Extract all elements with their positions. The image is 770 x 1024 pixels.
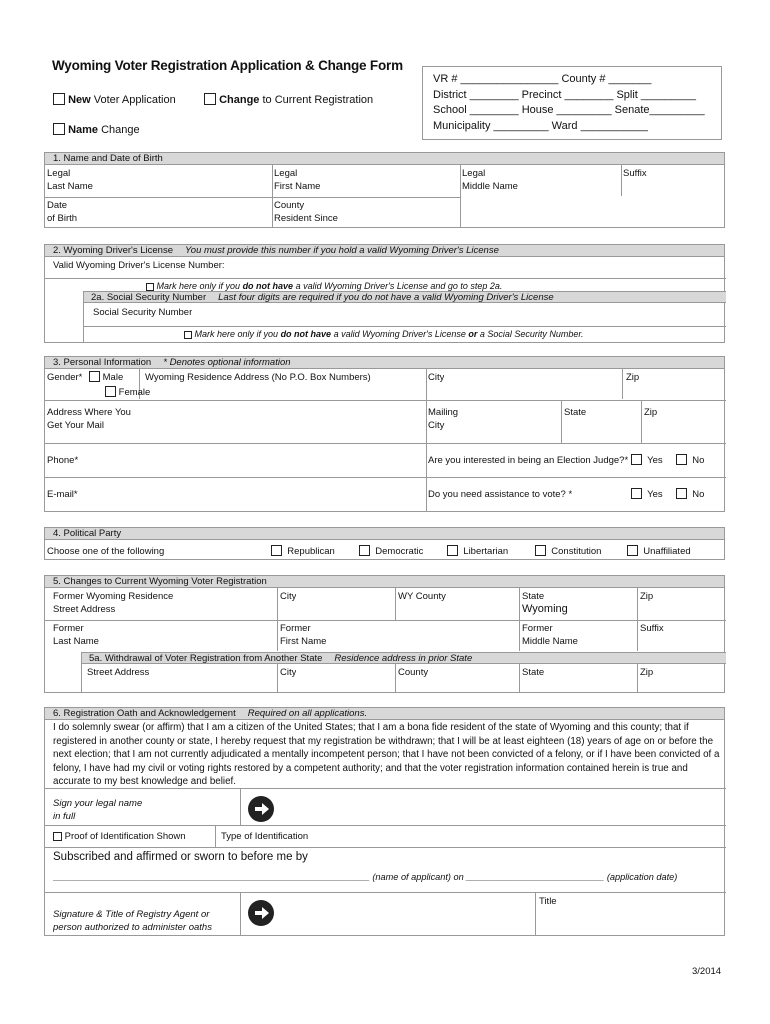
section-5a-header (81, 652, 726, 664)
democratic-label: Democratic (375, 546, 424, 557)
section-3-header (45, 357, 724, 369)
legal-first-name-label-1: Legal (274, 168, 298, 179)
party-unaffiliated[interactable] (627, 545, 691, 558)
legal-first-name-label-2: First Name (274, 181, 321, 192)
no-dl-text-bold: do not have (242, 281, 294, 291)
assist-yes-option[interactable] (631, 488, 663, 501)
judge-yes-checkbox[interactable] (631, 454, 642, 465)
gender-female-option[interactable] (105, 386, 150, 399)
assist-no-label: No (692, 489, 705, 500)
section-2-title: 2. Wyoming Driver's License (53, 245, 173, 256)
dob-label-1: Date (47, 200, 68, 211)
date-of-birth-field[interactable] (47, 199, 77, 225)
constitution-checkbox[interactable] (535, 545, 546, 556)
no-dl-checkbox[interactable] (146, 283, 154, 291)
no-ssn-text-or: or (468, 329, 478, 339)
mailing-city-label-1: Mailing (428, 407, 459, 418)
new-voter-option[interactable] (53, 93, 176, 106)
email-field[interactable]: E-mail* (47, 489, 78, 500)
section-1-header: 1. Name and Date of Birth (45, 153, 724, 165)
change-registration-option[interactable] (204, 93, 373, 106)
agent-label-1: Signature & Title of Registry Agent or (53, 909, 210, 920)
phone-field[interactable]: Phone* (47, 455, 79, 466)
no-ssn-text-post: a Social Security Number. (477, 329, 584, 339)
proof-of-id-checkbox[interactable] (53, 832, 62, 841)
withdrawal-street-field[interactable]: Street Address (87, 667, 150, 678)
libertarian-label: Libertarian (463, 546, 509, 557)
judge-yes-option[interactable] (631, 454, 663, 467)
section-2a-title: 2a. Social Security Number (91, 292, 207, 303)
section-3-title: 3. Personal Information (53, 357, 152, 368)
section-political-party (44, 527, 725, 560)
former-state-label: State (522, 591, 545, 602)
sign-legal-name-label (53, 797, 142, 823)
section-2-header (45, 245, 724, 257)
judge-yes-label: Yes (647, 455, 663, 466)
no-dl-text-post: a valid Wyoming Driver's License and go to step 2a. (293, 281, 503, 291)
former-first-label-1: Former (280, 623, 311, 634)
section-6-title: 6. Registration Oath and Acknowledgement (53, 708, 236, 719)
sign-label-1: Sign your legal name (53, 798, 143, 809)
former-middle-label-1: Former (522, 623, 553, 634)
office-use-box (422, 66, 722, 140)
office-line-vr: VR # ________________ County # _______ (433, 73, 652, 85)
dl-number-field[interactable]: Valid Wyoming Driver's License Number: (53, 260, 225, 271)
judge-no-label: No (692, 455, 705, 466)
id-type-field[interactable]: Type of Identification (221, 831, 309, 842)
residence-address-field[interactable]: Wyoming Residence Address (No P.O. Box Numbers) (145, 372, 371, 383)
name-change-checkbox[interactable] (53, 123, 65, 135)
new-voter-checkbox[interactable] (53, 93, 65, 105)
female-checkbox[interactable] (105, 386, 116, 397)
title-field[interactable]: Title (539, 896, 557, 907)
assist-yes-label: Yes (647, 489, 663, 500)
section-drivers-license (44, 244, 725, 343)
office-line-district: District ________ Precinct ________ Split _________ (433, 88, 696, 101)
gender-male-option[interactable] (89, 371, 123, 384)
former-middle-label-2: Middle Name (522, 636, 578, 647)
no-dl-text-pre: Mark here only if you (156, 281, 243, 291)
mailing-address-label-1: Address Where You (47, 407, 131, 418)
legal-middle-name-label-1: Legal (462, 168, 486, 179)
office-line-school: School ________ House _________ Senate_________ (433, 104, 705, 116)
party-republican[interactable] (271, 545, 335, 558)
election-judge-question: Are you interested in being an Election Judge?* (428, 455, 629, 466)
suffix-field[interactable]: Suffix (623, 168, 647, 179)
former-residence-field[interactable] (53, 590, 173, 616)
legal-middle-name-field[interactable] (462, 167, 518, 193)
form-title: Wyoming Voter Registration Application & Change Form (52, 58, 403, 73)
section-3-note: * Denotes optional information (163, 357, 291, 368)
former-suffix-field[interactable]: Suffix (640, 623, 664, 634)
county-resident-since-field[interactable] (274, 199, 338, 225)
agent-label-2: person authorized to administer oaths (53, 922, 212, 933)
former-middle-name-field[interactable] (522, 622, 578, 648)
mailing-address-field[interactable] (47, 406, 131, 432)
withdrawal-state-field[interactable]: State (522, 667, 545, 678)
former-residence-label-1: Former Wyoming Residence (53, 591, 174, 602)
former-last-label-1: Former (53, 623, 84, 634)
mailing-zip-field[interactable]: Zip (644, 407, 658, 418)
former-last-name-field[interactable] (53, 622, 99, 648)
assistance-question: Do you need assistance to vote? * (428, 489, 573, 500)
section-name-dob (44, 152, 725, 228)
name-change-bold: Name (68, 124, 99, 136)
agent-sign-arrow-icon (248, 900, 274, 926)
judge-no-option[interactable] (676, 454, 704, 467)
residence-zip-field[interactable]: Zip (626, 372, 640, 383)
former-residence-label-2: Street Address (53, 604, 116, 615)
former-last-label-2: Last Name (53, 636, 99, 647)
county-label-1: County (274, 200, 305, 211)
new-voter-bold: New (68, 94, 91, 106)
change-registration-checkbox[interactable] (204, 93, 216, 105)
former-zip-field[interactable]: Zip (640, 591, 654, 602)
section-oath (44, 707, 725, 936)
change-bold: Change (219, 94, 260, 106)
party-democratic[interactable] (359, 545, 423, 558)
county-label-2: Resident Since (274, 213, 338, 224)
ssn-field[interactable]: Social Security Number (93, 307, 193, 318)
sign-here-arrow-icon (248, 796, 274, 822)
constitution-label: Constitution (551, 546, 602, 557)
section-5-header: 5. Changes to Current Wyoming Voter Registration (45, 576, 724, 588)
section-4-header: 4. Political Party (45, 528, 724, 540)
former-first-name-field[interactable] (280, 622, 326, 648)
name-change-label: Change (98, 124, 140, 136)
former-wy-county-field[interactable]: WY County (398, 591, 446, 602)
mailing-state-field[interactable]: State (564, 407, 587, 418)
form-revision-date: 3/2014 (692, 966, 722, 977)
section-changes (44, 575, 725, 693)
no-ssn-text-mid: a valid Wyoming Driver's License (331, 329, 469, 339)
section-2a-header (83, 291, 726, 303)
mailing-address-label-2: Get Your Mail (47, 420, 105, 431)
applicant-name-date-line[interactable]: ______________________________________________________________ (name of applicant) on ___________________________ (application date) (53, 872, 678, 882)
proof-of-id-label: Proof of Identification Shown (64, 831, 186, 842)
judge-no-checkbox[interactable] (676, 454, 687, 465)
legal-first-name-field[interactable] (274, 167, 320, 193)
section-6-header (45, 708, 724, 720)
party-libertarian[interactable] (447, 545, 508, 558)
former-state-field (522, 590, 568, 616)
residence-city-field[interactable]: City (428, 372, 445, 383)
section-5a-title: 5a. Withdrawal of Voter Registration from Another State (89, 653, 323, 664)
new-voter-label: Voter Application (90, 94, 176, 106)
no-ssn-text-bold: do not have (280, 329, 332, 339)
withdrawal-city-field[interactable]: City (280, 667, 297, 678)
assist-no-checkbox[interactable] (676, 488, 687, 499)
office-line-municipality: Municipality _________ Ward ___________ (433, 119, 648, 132)
withdrawal-county-field[interactable]: County (398, 667, 429, 678)
section-2a-note: Last four digits are required if you do not have a valid Wyoming Driver's License (218, 292, 554, 303)
section-5a-note: Residence address in prior State (334, 653, 473, 664)
party-instruction: Choose one of the following (47, 546, 165, 557)
section-personal-info (44, 356, 725, 512)
name-change-option[interactable] (53, 123, 140, 136)
mailing-city-field[interactable] (428, 406, 458, 432)
legal-last-name-label-2: Last Name (47, 181, 93, 192)
change-label: to Current Registration (259, 94, 374, 106)
party-constitution[interactable] (535, 545, 601, 558)
dob-label-2: of Birth (47, 213, 78, 224)
section-2-note: You must provide this number if you hold a valid Wyoming Driver's License (185, 245, 499, 256)
no-ssn-mark[interactable] (184, 328, 584, 341)
assist-yes-checkbox[interactable] (631, 488, 642, 499)
former-city-field[interactable]: City (280, 591, 297, 602)
legal-last-name-field[interactable] (47, 167, 93, 193)
assist-no-option[interactable] (676, 488, 704, 501)
libertarian-checkbox[interactable] (447, 545, 458, 556)
oath-text: I do solemnly swear (or affirm) that I am a citizen of the United States; that I am a bona fide resident of the state of Wyoming and this county; that if registered in another county or state, I hereby request that my registration be withdrawn; that I will be at least eighteen (18) years of age on or before the next election; that I am not currently adjudicated a mentally incompetent person; that I have not been convicted of a felony, or if I have been convicted of a felony, I have had my civil or voting rights restored by a competent authority; and that the voter registration information contained herein is true and accurate to my best knowledge and belief. (53, 722, 720, 788)
no-ssn-text-pre: Mark here only if you (194, 329, 281, 339)
section-6-note: Required on all applications. (247, 708, 368, 719)
democratic-checkbox[interactable] (359, 545, 370, 556)
former-state-value: Wyoming (522, 603, 568, 615)
registry-agent-label (53, 908, 212, 934)
republican-label: Republican (287, 546, 335, 557)
mailing-city-label-2: City (428, 420, 445, 431)
republican-checkbox[interactable] (271, 545, 282, 556)
male-checkbox[interactable] (89, 371, 100, 382)
gender-label: Gender* (47, 372, 83, 383)
no-ssn-checkbox[interactable] (184, 331, 192, 339)
subscribed-statement: Subscribed and affirmed or sworn to before me by (53, 851, 308, 863)
sign-label-2: in full (53, 811, 76, 822)
proof-of-id-option[interactable] (53, 830, 186, 843)
legal-last-name-label-1: Legal (47, 168, 71, 179)
former-first-label-2: First Name (280, 636, 327, 647)
withdrawal-zip-field[interactable]: Zip (640, 667, 654, 678)
male-label: Male (102, 372, 124, 383)
unaffiliated-checkbox[interactable] (627, 545, 638, 556)
legal-middle-name-label-2: Middle Name (462, 181, 518, 192)
unaffiliated-label: Unaffiliated (643, 546, 691, 557)
female-label: Female (118, 387, 151, 398)
